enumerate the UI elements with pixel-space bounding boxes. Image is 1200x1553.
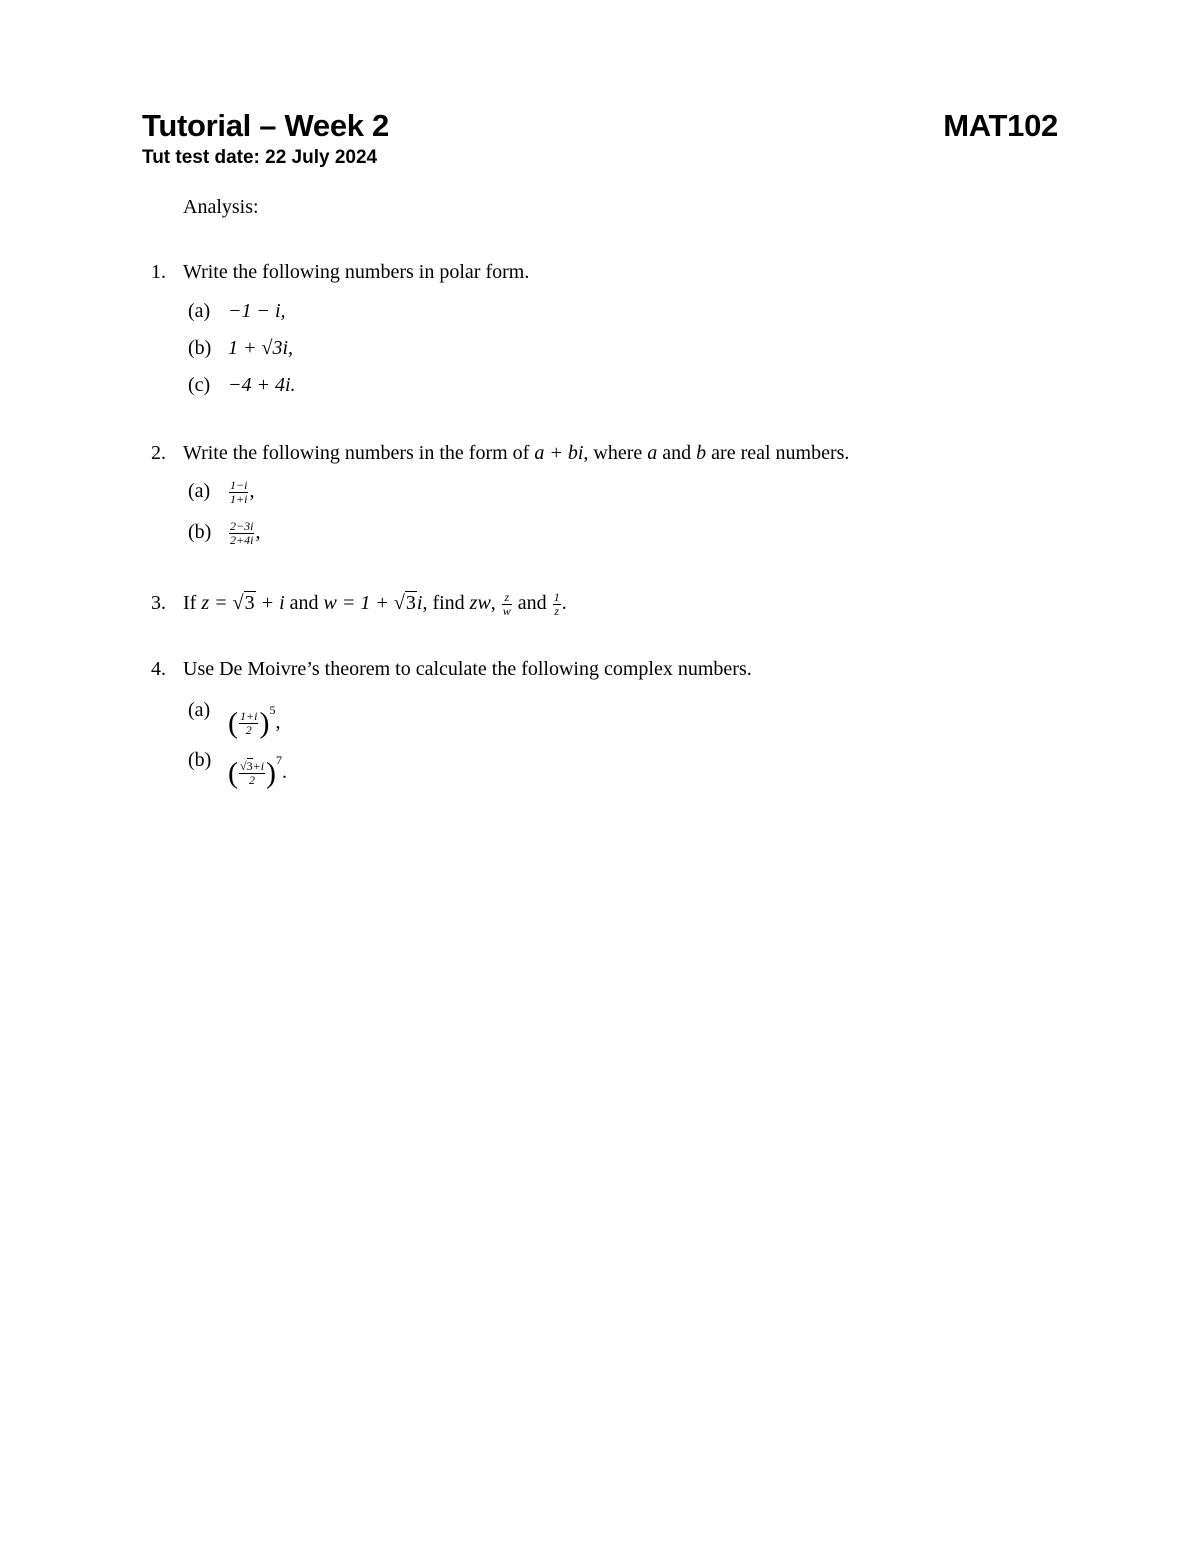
- math-segment: a + bi: [534, 442, 584, 464]
- text-segment: , where: [583, 442, 648, 464]
- part-label: (c): [188, 374, 211, 396]
- exponent: 7: [276, 753, 283, 767]
- sqrt-symbol: √3: [232, 592, 255, 614]
- radicand: 3: [405, 592, 416, 614]
- part-expression: 1 + √3i,: [228, 337, 294, 359]
- right-paren: ): [259, 706, 270, 740]
- numerator: 2−3i: [230, 518, 254, 533]
- denominator: z: [554, 603, 560, 618]
- course-code: MAT102: [943, 108, 1058, 143]
- fraction: [239, 760, 265, 787]
- part-label: (b): [188, 521, 212, 543]
- fraction: [229, 520, 254, 547]
- fraction: [239, 710, 258, 737]
- math-segment: zw: [469, 592, 491, 614]
- fraction: [229, 479, 248, 506]
- sqrt-symbol: √3: [393, 592, 416, 614]
- part-expression: [228, 697, 281, 740]
- question-text: Write the following numbers in polar form.: [183, 261, 530, 283]
- text-segment: and: [657, 442, 697, 464]
- numerator-rest: +i: [252, 758, 265, 773]
- denominator: w: [502, 603, 511, 618]
- part-expression: [228, 478, 254, 506]
- part-label: (a): [188, 300, 211, 322]
- part-expression: −4 + 4i.: [228, 374, 296, 396]
- numerator: 1−i: [230, 477, 248, 492]
- question-number: 3.: [151, 592, 166, 614]
- text-segment: and: [284, 592, 324, 614]
- punctuation: ,: [275, 711, 281, 733]
- numerator: 1: [553, 589, 560, 604]
- denominator: 2: [245, 722, 252, 737]
- fraction: [553, 591, 561, 618]
- math-segment: z =: [201, 592, 233, 614]
- text-segment: If: [183, 592, 202, 614]
- part-expression: [228, 519, 260, 547]
- question-number: 1.: [151, 261, 166, 283]
- fraction: [502, 591, 512, 618]
- math-segment: w = 1 +: [323, 592, 394, 614]
- part-label: (b): [188, 337, 212, 359]
- denominator: 1+i: [230, 491, 248, 506]
- question-number: 4.: [151, 658, 166, 680]
- denominator: 2: [249, 772, 256, 787]
- right-paren: ): [266, 756, 277, 790]
- text-segment: Write the following numbers in the form of: [183, 442, 535, 464]
- math-segment: b: [696, 442, 707, 464]
- left-paren: (: [228, 706, 238, 740]
- question-text: Use De Moivre’s theorem to calculate the following complex numbers.: [183, 658, 752, 680]
- text-segment: .: [561, 592, 567, 614]
- radicand: 3: [244, 592, 255, 614]
- math-segment: a: [647, 442, 658, 464]
- numerator: 1+i: [240, 708, 258, 723]
- radicand: 3: [246, 758, 253, 773]
- numerator: √3+i: [240, 758, 265, 773]
- part-label: (b): [188, 749, 212, 771]
- part-label: (a): [188, 699, 211, 721]
- question-number: 2.: [151, 442, 166, 464]
- text-segment: , find: [422, 592, 470, 614]
- left-paren: (: [228, 756, 238, 790]
- math-segment: + i: [255, 592, 285, 614]
- text-segment: are real numbers.: [706, 442, 850, 464]
- test-date-line: Tut test date: 22 July 2024: [142, 147, 378, 168]
- punctuation: ,: [255, 521, 261, 543]
- exponent: 5: [269, 703, 276, 717]
- text-segment: and: [512, 592, 552, 614]
- section-intro: Analysis:: [183, 196, 259, 218]
- part-label: (a): [188, 480, 211, 502]
- question-text: [183, 590, 567, 618]
- part-expression: [228, 747, 288, 790]
- punctuation: .: [282, 761, 288, 783]
- question-text: [183, 440, 849, 466]
- numerator: z: [502, 591, 512, 605]
- math-segment: i: [416, 592, 423, 614]
- punctuation: ,: [249, 480, 255, 502]
- part-expression: −1 − i,: [228, 300, 286, 322]
- denominator: 2+4i: [230, 532, 254, 547]
- page-title: Tutorial – Week 2: [142, 108, 390, 143]
- text-segment: ,: [490, 592, 501, 614]
